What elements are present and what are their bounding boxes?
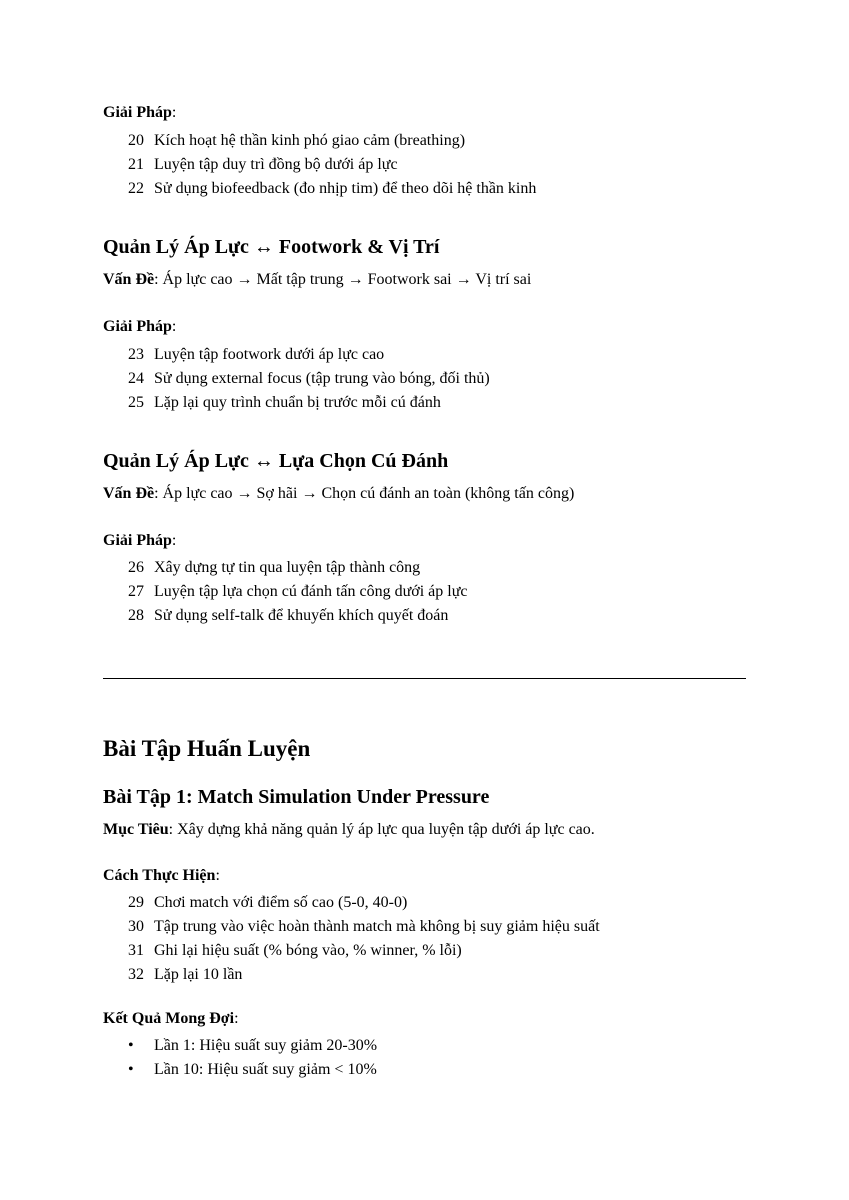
goal-label: Mục Tiêu bbox=[103, 821, 169, 838]
list-item: 25 Lặp lại quy trình chuẩn bị trước mỗi cú đánh bbox=[128, 394, 441, 411]
list-item: 28 Sử dụng self-talk để khuyến khích quyết đoán bbox=[128, 607, 449, 624]
result-label-line: Kết Quả Mong Đợi: bbox=[103, 1010, 239, 1027]
list-item: 27 Luyện tập lựa chọn cú đánh tấn công dưới áp lực bbox=[128, 583, 468, 600]
section-heading: Quản Lý Áp Lực ↔ Lựa Chọn Cú Đánh bbox=[103, 450, 449, 472]
bullet-item: • Lần 1: Hiệu suất suy giảm 20-30% bbox=[128, 1037, 378, 1054]
list-item: 31 Ghi lại hiệu suất (% bóng vào, % winner, % lỗi) bbox=[128, 942, 462, 959]
list-item: 22 Sử dụng biofeedback (đo nhịp tim) để theo dõi hệ thần kinh bbox=[128, 180, 537, 197]
solution-label-line: Giải Pháp: bbox=[103, 318, 177, 335]
problem-line: Vấn Đề: Áp lực cao → Sợ hãi → Chọn cú đánh an toàn (không tấn công) bbox=[103, 485, 575, 502]
bullet-icon: • bbox=[128, 1037, 134, 1054]
goal-line: Mục Tiêu: Xây dựng khả năng quản lý áp lực qua luyện tập dưới áp lực cao. bbox=[103, 821, 595, 838]
horizontal-divider bbox=[103, 678, 746, 679]
list-item: 23 Luyện tập footwork dưới áp lực cao bbox=[128, 346, 385, 363]
section-title: Bài Tập Huấn Luyện bbox=[103, 736, 311, 761]
list-item: 21 Luyện tập duy trì đồng bộ dưới áp lực bbox=[128, 156, 398, 173]
bullet-icon: • bbox=[128, 1061, 134, 1078]
list-item: 30 Tập trung vào việc hoàn thành match mà không bị suy giảm hiệu suất bbox=[128, 918, 600, 935]
list-item: 24 Sử dụng external focus (tập trung vào bóng, đối thủ) bbox=[128, 370, 490, 387]
solution-label: Giải Pháp bbox=[103, 532, 172, 549]
list-item: 26 Xây dựng tự tin qua luyện tập thành công bbox=[128, 559, 421, 576]
solution-label: Giải Pháp bbox=[103, 104, 172, 121]
solution-label-line: Giải Pháp: bbox=[103, 104, 177, 121]
list-item: 20 Kích hoạt hệ thần kinh phó giao cảm (breathing) bbox=[128, 132, 466, 149]
solution-label: Giải Pháp bbox=[103, 318, 172, 335]
solution-label-line: Giải Pháp: bbox=[103, 532, 177, 549]
list-item: 29 Chơi match với điểm số cao (5-0, 40-0) bbox=[128, 894, 408, 911]
result-label: Kết Quả Mong Đợi bbox=[103, 1010, 235, 1027]
problem-label: Vấn Đề bbox=[103, 485, 155, 502]
problem-label: Vấn Đề bbox=[103, 271, 155, 288]
section-heading: Quản Lý Áp Lực ↔ Footwork & Vị Trí bbox=[103, 236, 440, 258]
list-item: 32 Lặp lại 10 lần bbox=[128, 966, 243, 983]
method-label: Cách Thực Hiện bbox=[103, 867, 216, 884]
problem-line: Vấn Đề: Áp lực cao → Mất tập trung → Footwork sai → Vị trí sai bbox=[103, 271, 532, 288]
method-label-line: Cách Thực Hiện: bbox=[103, 867, 220, 884]
exercise-heading: Bài Tập 1: Match Simulation Under Pressure bbox=[103, 786, 490, 808]
bullet-item: • Lần 10: Hiệu suất suy giảm < 10% bbox=[128, 1061, 377, 1078]
